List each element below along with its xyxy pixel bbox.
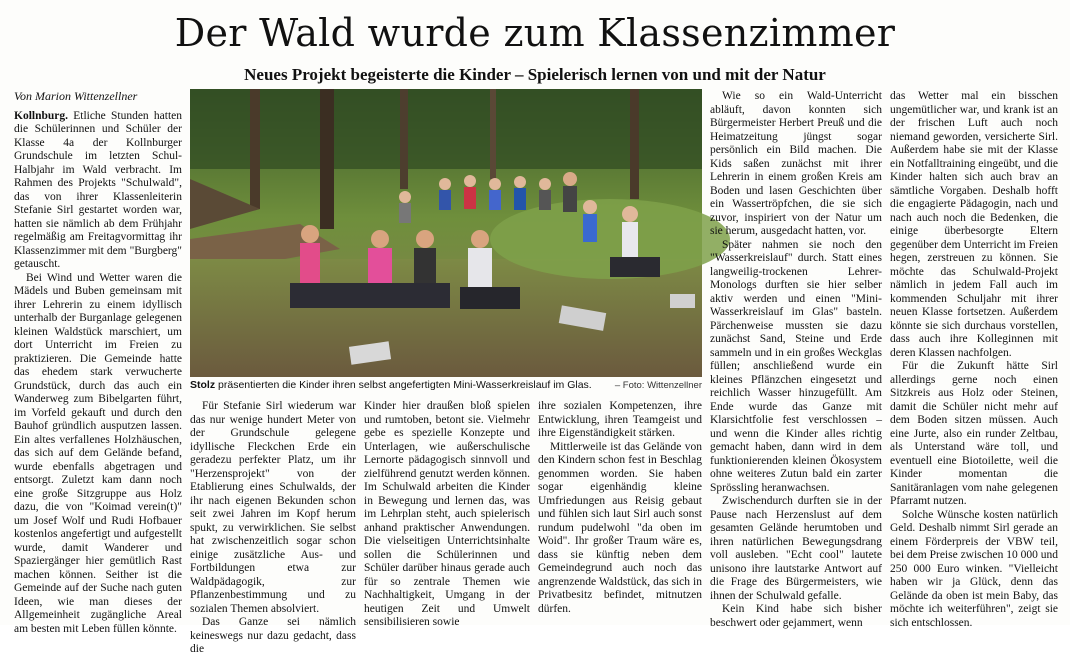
article-column-2 bbox=[190, 400, 356, 657]
paragraph: Später nahmen sie noch den "Wasserkreislauf" durch. Statt eines langweilig-trockenen Lehrer-Monologs durften sie hier selber aktiv werden und einen "Mini-Wasserkreislauf im Glas" basteln. Pärchenweise mussten sie dazu zunächst Sand, Steine und Erde sammeln und in ein großes Weckglas füllen; anschließend wurde ein kleines Pflänzchen eingesetzt und reichlich Wasser hinzugefüllt. Am Ende wurde das Ganze mit Klarsichtfolie fest verschlossen – und wenn die Kinder alles richtig gemacht haben, dann wird in dem funktionierenden kleinen Ökosystem ohne weiteres Zutun bald ein zarter Sprössling heranwachsen. bbox=[710, 238, 882, 494]
caption-lead: Stolz bbox=[190, 379, 216, 391]
paragraph: Das Ganze sei nämlich keineswegs nur dazu gedacht, dass die bbox=[190, 616, 356, 655]
caption-text bbox=[190, 379, 592, 392]
paragraph: Solche Wünsche kosten natürlich Geld. Deshalb nimmt Sirl gerade an einem Förderpreis der VBW teil, bei dem Preise zwischen 10 000 und 250 000 Euro winken. "Vielleicht haben wir ja Glück, denn das Gelände da oben ist mein Baby, das möchte ich weiterführen", zeigt sie sich entschlossen. bbox=[890, 508, 1058, 629]
forest-classroom-photo bbox=[190, 89, 702, 377]
paragraph-text: Etliche Stunden hatten die Schülerinnen und Schüler der Klasse 4a der Kollnburger Grundschule im letzten Schul-Halbjahr im Wald verbracht. Im Rahmen des Projekts "Schulwald", das von ihrer Klassenleiterin Stefanie Sirl gestartet worden war, hatten sie nämlich ab dem Frühjahr regelmäßig am Freitagvormittag ihr Klassenzimmer mit dem "Burgberg" getauscht. bbox=[14, 109, 182, 270]
dateline: Kollnburg. bbox=[14, 109, 69, 122]
article-photo bbox=[190, 89, 702, 377]
photo-caption bbox=[190, 379, 702, 392]
photo-credit: – Foto: Wittenzellner bbox=[614, 380, 702, 391]
headline: Der Wald wurde zum Klassenzimmer bbox=[174, 11, 896, 55]
article-column-4 bbox=[538, 400, 702, 616]
article-column-6 bbox=[890, 90, 1058, 630]
paragraph: Für die Zukunft hätte Sirl allerdings gerne noch einen Sitzkreis aus Holz oder Steinen, damit die Schüler nicht mehr auf dem Boden sitzen müssen. Auch eine Jurte, also ein runder Zeltbau, als Unterstand wäre toll, und eventuell eine Biotoilette, weil die Kinder momentan die Sanitäranlagen vom nahe gelegenen Pfarramt nutzen. bbox=[890, 360, 1058, 507]
article-column-3 bbox=[364, 400, 530, 630]
caption-body: präsentierten die Kinder ihren selbst angefertigten Mini-Wasserkreislauf im Glas. bbox=[218, 379, 592, 391]
article-column-1 bbox=[14, 90, 182, 636]
paragraph: das Wetter mal ein bisschen ungemütlicher war, und krank ist an der frischen Luft auch noch niemand geworden, versicherte Sirl. Außerdem habe sie mit der Klasse ein Notfalltraining eingeübt, und die Kinder halten sich auch brav an sämtliche Vorgaben. Deshalb hofft die engagierte Pädagogin, nach und nach auch noch die Bedenken, die einige überbesorgte Eltern gegenüber dem Unterricht im Freien hegen, zerstreuen zu können. Sie möchte das Schulwald-Projekt nämlich in jedem Fall auch im kommenden Schuljahr mit ihrer neuen Klasse fortsetzen. Außerdem könnte sie sich durchaus vorstellen, dass auch ihre Kolleginnen mit deren Klassen nachfolgen. bbox=[890, 90, 1058, 359]
paragraph: Kein Kind habe sich bisher beschwert oder gejammert, wenn bbox=[710, 603, 882, 629]
paragraph: Bei Wind und Wetter waren die Mädels und Buben gemeinsam mit ihrer Lehrerin zu einem idyllisch unterhalb der Burganlage gelegenen kleinen Waldstück marschiert, um dort Unterricht im Freien zu praktizieren. Die Gemeinde hatte das ehedem stark verwucherte Grundstück, durch das auch ein Wanderweg zum Bibelgarten führt, im Vorfeld gekauft und durch den Bauhof gründlich ausputzen lassen. Ein altes verfallenes Holzhäuschen, das sich auf dem Gelände befand, wurde ebenfalls abgetragen und entsorgt. Zuletzt kam dann noch eine große Sitzgruppe aus Holz dazu, die von "Koimad verein(t)" um Josef Wolf und Rudi Hofbauer kostenlos angefertigt und aufgestellt wurde, damit Wanderer und Spaziergänger hier gemütlich Rast machen können. Seither ist die Gemeinde auf der Suche nach guten Ideen, wie man dieses der Allgemeinheit zugängliche Areal am besten mit Leben füllen könnte. bbox=[14, 271, 182, 635]
subheadline: Neues Projekt begeisterte die Kinder – Spielerisch lernen von und mit der Natur bbox=[244, 65, 826, 84]
paragraph: Kinder hier draußen bloß spielen und rumtoben, betont sie. Vielmehr gebe es spezielle Konzepte und Unterlagen, wie außerschulische Lernorte pädagogisch sinnvoll und zielführend genutzt werden können. Im Schulwald arbeiten die Kinder in Bewegung und lernen das, was im Lehrplan steht, auch spielerisch anhand praktischer Anwendungen. Die vielseitigen Unterrichtsinhalte sollen die Schülerinnen und Schüler darüber hinaus gerade auch für so zentrale Themen wie Nachhaltigkeit, Umgang in der heutigen Zeit und Umwelt sensibilisieren sowie bbox=[364, 400, 530, 628]
paragraph: ihre sozialen Kompetenzen, ihre Entwicklung, ihren Teamgeist und ihre Eigenständigkeit stärken. bbox=[538, 400, 702, 439]
paragraph: Wie so ein Wald-Unterricht abläuft, davon konnten sich Bürgermeister Herbert Preuß und die Heimatzeitung jüngst sogar persönlich ein Bild machen. Die Kids saßen zunächst mit ihrer Lehrerin in einem großen Kreis am Boden und lasen Geschichten über ein Wassertröpfchen, die sie sich zuvor, inspiriert von der Natur um sie herum, ausgedacht hatten, vor. bbox=[710, 90, 882, 237]
article-column-5 bbox=[710, 90, 882, 630]
byline: Von Marion Wittenzellner bbox=[14, 89, 138, 103]
paragraph: Mittlerweile ist das Gelände von den Kindern schon fest in Beschlag genommen worden. Sie haben sogar eigenhändig kleine Umfriedungen aus Reisig gebaut und fühlen sich laut Sirl auch sonst rundum pudelwohl "da oben im Woid". Ihr großer Traum wäre es, dass sie künftig neben dem Gemeindegrund auch noch das angrenzende Waldstück, das sich in Privatbesitz befindet, mitnutzen dürfen. bbox=[538, 440, 702, 615]
paragraph bbox=[14, 110, 182, 272]
paragraph: Zwischendurch durften sie in der Pause nach Herzenslust auf dem gesamten Gelände herumtoben und ihren natürlichen Bewegungsdrang voll ausleben. "Echt cool" lautete unisono ihre lautstarke Antwort auf die Frage des Bürgermeisters, wie ihnen der Schulwald gefalle. bbox=[710, 495, 882, 602]
paragraph: Für Stefanie Sirl wiederum war das nur wenige hundert Meter von der Grundschule gelegene idyllische Fleckchen Erde ein geradezu perfekter Platz, um ihr "Herzensprojekt" von der Etablierung eines Schulwalds, der ihr nach eigenen Bekunden schon seit zwei Jahren im Kopf herum spukt, zu verwirklichen. Sie selbst hat zwischenzeitlich sogar schon einige zusätzliche Aus- und Fortbildungen etwa zur Waldpädagogik, zur Pflanzenbestimmung und zu sozialen Themen absolviert. bbox=[190, 400, 356, 615]
